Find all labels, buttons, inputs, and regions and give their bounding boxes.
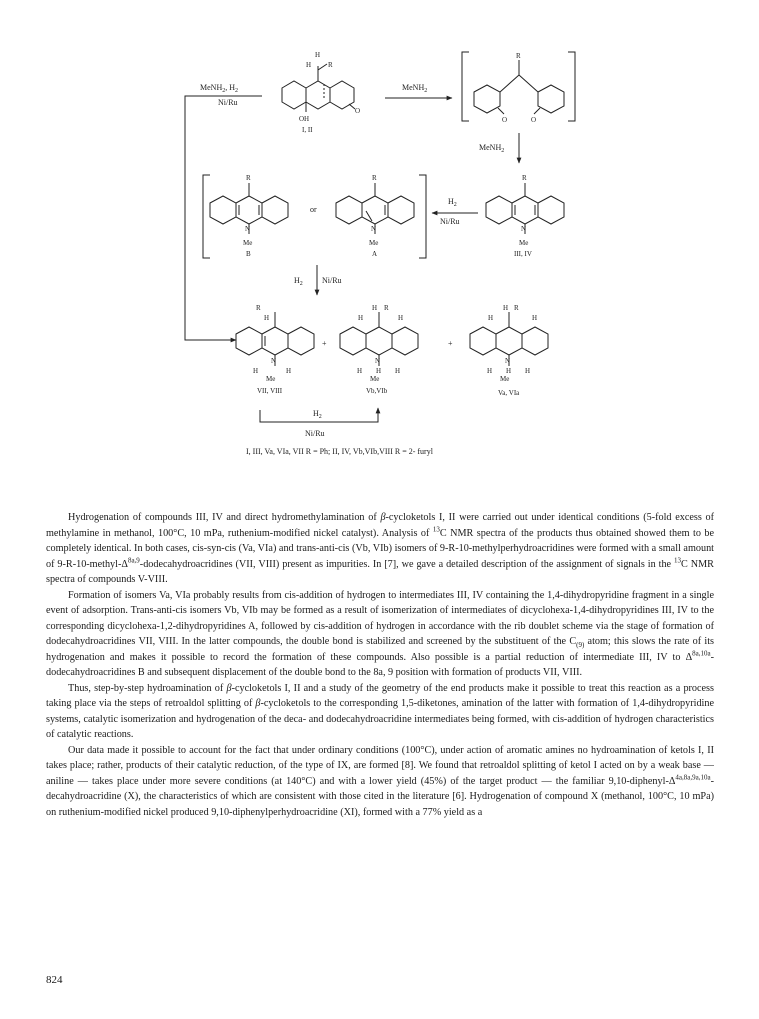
atom-h-vb-bm: H: [376, 367, 382, 375]
atom-h-ketol-top: H: [315, 51, 321, 59]
atom-h-va-bm: H: [506, 367, 512, 375]
atom-me-vii: Me: [266, 375, 276, 383]
atom-me-b: Me: [243, 239, 253, 247]
atom-r-a: R: [372, 174, 377, 182]
structure-ketol: [282, 64, 355, 112]
reagent-middle-down: $H_2$: [294, 276, 303, 287]
paragraph-3: Thus, step-by-step hydroamination of β-cycloketols I, II and a study of the geometry of the end products make it possible to treat this reaction as a process taking place via the steps of retroaldol splitting of β-cycloketols to the corresponding 1,5-diketones, amination of the latter with formation of 1,4-dihydropyridine systems, catalytic isomerization and hydrogenation of the deca- and dodecahydroacridine intermediates being formed, with cis-addition of hydrogen characteristics of catalytic reactions.: [46, 682, 714, 740]
reaction-scheme: [0, 0, 759, 470]
label-vb-vib: Vb,VIb: [366, 387, 388, 395]
atom-h-va-br: H: [525, 367, 531, 375]
label-isomer-a: A: [372, 250, 378, 258]
catalyst-bottom: Ni/Ru: [305, 429, 325, 438]
atom-h-va-left: H: [488, 314, 494, 322]
atom-r-dihydro: R: [522, 174, 527, 182]
scheme-caption: I, III, Va, VIa, VII R = Ph; II, IV, Vb,VIb,VIII R = 2- furyl: [246, 447, 433, 456]
atom-n-vb: N: [375, 357, 381, 365]
plus-2: +: [448, 339, 453, 348]
atom-me-dihydro: Me: [519, 239, 529, 247]
paragraph-2: Formation of isomers Va, VIa probably results from cis-addition of hydrogen to intermediates III, IV containing the 1,4-dihydropyridine fragment in a single event of adsorption. Trans-anti-cis isomers Vb, VIb may be formed as a result of isomerization of intermediates of dicyclohexa-1,4-dihydropyridines III, IV to the corresponding dicyclohexa-1,2-dihydropyridines A, followed by cis-addition of hydrogen in accordance with the rib doublet scheme via the stage of formation of dodecahydroacridines VII, VIII. In the latter compounds, the double bond is stabilized and screened by the substituent of the $C_{(9)}$ atom; this slows the rate of its hydrogenation and makes it possible to record the formation of these compounds. Also possible is a partial reduction of intermediate III, IV to $\Delta^{8a,10a}$-dodecahydroacridines B and subsequent displacement of the double bond to the 8a, 9 position with formation of products VII, VIII.: [46, 589, 714, 678]
atom-n-dihydro: N: [521, 225, 527, 233]
reagent-bottom: $H_2$: [313, 409, 322, 420]
atom-h-va-right: H: [532, 314, 538, 322]
atom-h-va-bl: H: [487, 367, 493, 375]
catalyst-mid-left: Ni/Ru: [440, 217, 460, 226]
atom-r-ketol: R: [328, 61, 333, 69]
atom-r-vb: R: [384, 304, 389, 312]
atom-h-vb-top: H: [372, 304, 378, 312]
atom-h-vb-bl: H: [357, 367, 363, 375]
atom-r-va: R: [514, 304, 519, 312]
paragraph-4: Our data made it possible to account for the fact that under ordinary conditions (100°C), under action of aromatic amines no hydroamination of ketols I, II takes place; rather, products of their catalytic reduction, of the type of IX, are formed [8]. We found that retroaldol splitting of ketol I acted on by a weak base — aniline — takes place under more severe conditions (at 140°C) and with a lower yield (45%) of the target product — the familiar $9,10-diphenyl-\Delta^{4a,8a,9a,10a}$-decahydroacridine (X), the characteristics of which are consistent with those cited in the literature [6]. Hydrogenation of compound X (methanol, 100°C, 10 mPa) on ruthenium-modified nickel produced 9,10-diphenylperhydroacridine (XI), formed with a 77% yield as a: [46, 744, 714, 818]
reagent-top-right: MeNH$_2$: [402, 83, 428, 94]
catalyst-top-left: Ni/Ru: [218, 98, 238, 107]
atom-r-b: R: [246, 174, 251, 182]
atom-me-vb: Me: [370, 375, 380, 383]
atom-h-vii-top: H: [264, 314, 270, 322]
word-or: or: [310, 205, 317, 214]
atom-n-a: N: [371, 225, 377, 233]
atom-o-diketone-left: O: [502, 116, 508, 124]
label-ketol: I, II: [302, 126, 313, 134]
reagent-mid-left: $H_2$: [448, 197, 457, 208]
atom-h-ketol-left: H: [306, 61, 312, 69]
reagent-top-left: MeNH$_2$, $H_2$: [200, 83, 238, 94]
atom-h-vb-left: H: [358, 314, 364, 322]
label-vii-viii: VII, VIII: [257, 387, 283, 395]
atom-h-va-top: H: [503, 304, 509, 312]
label-dihydro: III, IV: [514, 250, 532, 258]
atom-h-vb-right: H: [398, 314, 404, 322]
label-isomer-b: B: [246, 250, 251, 258]
plus-1: +: [322, 339, 327, 348]
atom-n-va: N: [505, 357, 511, 365]
atom-h-vii-left: H: [253, 367, 259, 375]
atom-r-vii: R: [256, 304, 261, 312]
reagent-right-down: MeNH$_2$: [479, 143, 505, 154]
atom-h-vii-right: H: [286, 367, 292, 375]
atom-n-b: N: [245, 225, 251, 233]
article-body: [46, 510, 714, 820]
page-number: 824: [46, 974, 63, 986]
atom-n-vii: N: [271, 357, 277, 365]
atom-h-vb-br: H: [395, 367, 401, 375]
atom-r-diketone: R: [516, 52, 521, 60]
atom-me-a: Me: [369, 239, 379, 247]
atom-me-va: Me: [500, 375, 510, 383]
atom-o-ketol: O: [355, 107, 361, 115]
atom-o-diketone-right: O: [531, 116, 537, 124]
atom-oh-ketol: OH: [299, 115, 310, 123]
structure-diketone: [462, 52, 575, 121]
label-va-via: Va, VIa: [498, 389, 520, 397]
catalyst-middle-down: Ni/Ru: [322, 276, 342, 285]
arrow-direct-hydroamination: [185, 96, 262, 340]
paragraph-1: Hydrogenation of compounds III, IV and direct hydromethylamination of β-cycloketols I, II were carried out under identical conditions (5-fold excess of methylamine in methanol, 100°C, 10 mPa, ruthenium-modified nickel catalyst). Analysis of $^{13}$C NMR spectra of the products thus obtained showed them to be completely identical. In both cases, cis-syn-cis (Va, VIa) and trans-anti-cis (Vb, VIb) isomers of 9-R-10-methylperhydroacridines were formed with a small amount of $9-R-10-methyl-\Delta^{8a,9}$-dodecahydroacridines (VII, VIII) present as impurities. In [7], we gave a detailed description of the assignment of signals in the $^{13}$C NMR spectra of compounds V-VIII.: [46, 512, 714, 585]
